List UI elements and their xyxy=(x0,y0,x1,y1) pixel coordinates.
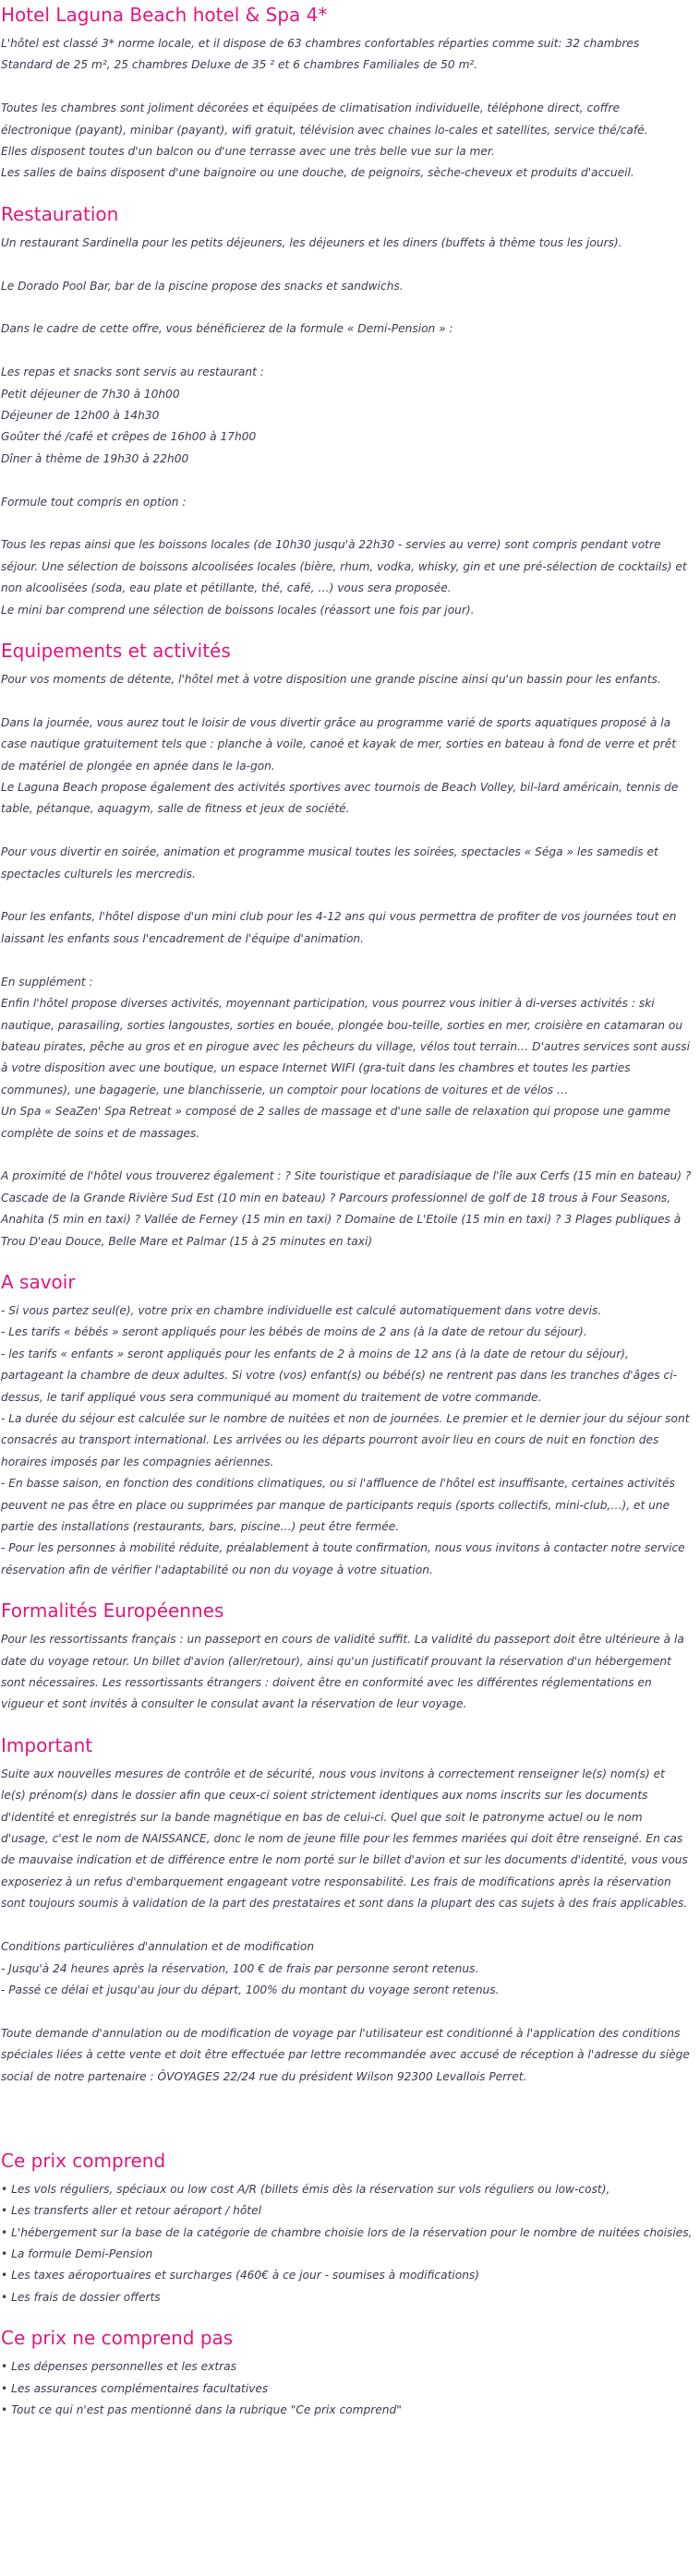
blank-line xyxy=(1,77,693,98)
section-prix-ne-comprend xyxy=(1,2325,693,2421)
section-body xyxy=(1,1629,693,1716)
text-line: Pour vos moments de détente, l'hôtel met à votre disposition une grande piscine ainsi qu'un bassin pour les enfants. xyxy=(1,673,661,687)
text-line: L'hôtel est classé 3* norme locale, et il dispose de 63 chambres confortables réparties comme suit: 32 chambres Standard de 25 m², 25 chambres Deluxe de 35 ² et 6 chambres Familiales de 50 m². xyxy=(1,37,640,72)
section-body xyxy=(1,669,693,1252)
text-line: Le mini bar comprend une sélection de boissons locales (réassort une fois par jour). xyxy=(1,603,475,617)
list-item: • Les assurances complémentaires facultatives xyxy=(1,2378,693,2400)
section-hotel xyxy=(1,2,693,185)
section-title: A savoir xyxy=(1,1270,76,1293)
text-line: Dans la journée, vous aurez tout le loisir de vous divertir grâce au programme varié de sports aquatiques proposé à la case nautique gratuitement tels que : planche à voile, canoé et kayak de mer, sorties en bateau à fond de verre et prêt de matériel de plongée en apnée dans le la-gon. xyxy=(1,715,677,773)
text-line: Formule tout compris en option : xyxy=(1,495,187,509)
blank-line xyxy=(1,470,693,491)
blank-line xyxy=(1,690,693,712)
text-line: Les repas et snacks sont servis au restaurant : xyxy=(1,365,264,379)
section-body xyxy=(1,33,693,185)
blank-line xyxy=(1,254,693,275)
list-item: • Les frais de dossier offerts xyxy=(1,2287,693,2308)
text-line: Enfin l'hôtel propose diverses activités, moyennant participation, vous pourrez vous initier à di-verses activités : ski nautique, parasailing, sorties langoustes, sorties en bouée, plongée bou-teille, sorties en mer, croisière en catamaran ou bateau pirates, pêche au gros et en pirogue avec les pêcheurs du village, vélos tout terrain… D'autres services sont aussi à votre disposition avec une boutique, un espace Internet WIFI (gra-tuit dans les chambres et toutes les parties communes), une bagagerie, une blanchisserie, un comptoir pour locations de voitures et de vélos … xyxy=(1,997,690,1096)
blank-line xyxy=(1,2001,693,2022)
blank-line xyxy=(1,2109,693,2130)
text-line: Un Spa « SeaZen' Spa Retreat » composé de 2 salles de massage et d'une salle de relaxation qui propose une gamme complète de soins et de massages. xyxy=(1,1105,671,1140)
blank-line xyxy=(1,341,693,362)
text-line: Pour les enfants, l'hôtel dispose d'un mini club pour les 4-12 ans qui vous permettra de profiter de vos journées tout en laissant les enfants sous l'encadrement de l'équipe d'animation. xyxy=(1,910,677,945)
text-line: Suite aux nouvelles mesures de contrôle et de sécurité, nous vous invitons à correctement renseigner le(s) nom(s) et le(s) prénom(s) dans le dossier afin que ceux-ci soient strictement identiques aux noms inscrits sur les documents d'identité et enregistrés sur la bande magnétique en bas de celui-ci. Quel que soit le patronyme actuel ou le nom d'usage, c'est le nom de NAISSANCE, donc le nom de jeune fille pour les femmes mariées qui doit être renseigné. En cas de mauvaise indication et de différence entre le nom porté sur le billet d'avion et sur les documents d'identité, vous vous exposeriez à un refus d'embarquement engageant votre responsabilité. Les frais de modifications après la réservation sont toujours soumis à validation de la part des prestataires et sont dans la plupart des cas sujets à des frais applicables. xyxy=(1,1767,688,1911)
text-line: Toute demande d'annulation ou de modification de voyage par l'utilisateur est conditionné à l'application des conditions spéciales liées à cette vente et doit être effectuée par lettre recommandée avec accusé de réception à l'adresse du siège social de notre partenaire : ÔVOYAGES 22/24 rue du président Wilson 92300 Levallois Perret. xyxy=(1,2026,690,2083)
text-line: Pour les ressortissants français : un passeport en cours de validité suffit. La validité du passeport doit être ultérieure à la date du voyage retour. Un billet d'avion (aller/retour), ainsi qu'un justificatif prouvant la réservation d'un hébergement sont nécessaires. Les ressortissants étrangers : doivent être en conformité avec les différentes réglementations en vigueur et sont invités à consulter le consulat avant la réservation de leur voyage. xyxy=(1,1633,684,1711)
text-line: Les salles de bains disposent d'une baignoire ou une douche, de peignoirs, sèche-cheveux et produits d'accueil. xyxy=(1,166,634,180)
bullet-list xyxy=(1,2179,693,2308)
list-item: • L'hébergement sur la base de la catégorie de chambre choisie lors de la réservation pour le nombre de nuitées choisies, xyxy=(1,2223,693,2244)
blank-line xyxy=(1,297,693,318)
section-formalites xyxy=(1,1598,693,1716)
blank-line xyxy=(1,1144,693,1166)
section-title: Restauration xyxy=(1,202,119,225)
text-line: Elles disposent toutes d'un balcon ou d'une terrasse avec une très belle vue sur la mer. xyxy=(1,145,495,159)
text-line: Pour vous divertir en soirée, animation et programme musical toutes les soirées, spectacles « Séga » les samedis et spectacles culturels les mercredis. xyxy=(1,845,658,881)
text-line: - Pour les personnes à mobilité réduite, préalablement à toute confirmation, nous vous invitons à contacter notre service réservation afin de vérifier l'adaptabilité ou non du voyage à votre situation. xyxy=(1,1541,685,1576)
text-line: Tous les repas ainsi que les boissons locales (de 10h30 jusqu'à 22h30 - servies au verre) sont compris pendant votre séjour. Une sélection de boissons alcoolisées locales (bière, rhum, vodka, whisky, gin et une pré-sélection de cocktails) et non alcoolisées (soda, eau plate et pétillante, thé, café, …) vous sera proposée. xyxy=(1,538,687,595)
bullet-list xyxy=(1,2356,693,2421)
text-line: - Jusqu'à 24 heures après la réservation, 100 € de frais par personne seront retenus. xyxy=(1,1961,479,1975)
section-body xyxy=(1,1300,693,1581)
section-title: Ce prix ne comprend pas xyxy=(1,2327,234,2350)
text-line: Un restaurant Sardinella pour les petits déjeuners, les déjeuners et les diners (buffets à thème tous les jours). xyxy=(1,235,622,249)
text-line: - Passé ce délai et jusqu'au jour du départ, 100% du montant du voyage seront retenus. xyxy=(1,1983,500,1996)
list-item: • Les dépenses personnelles et les extras xyxy=(1,2356,693,2378)
section-equipements xyxy=(1,638,693,1252)
blank-line xyxy=(1,950,693,971)
text-line: Conditions particulières d'annulation et de modification xyxy=(1,1940,315,1954)
section-title: Ce prix comprend xyxy=(1,2149,166,2172)
list-item: • Les vols réguliers, spéciaux ou low cost A/R (billets émis dès la réservation sur vols réguliers ou low-cost), xyxy=(1,2179,693,2200)
text-line: - En basse saison, en fonction des conditions climatiques, ou si l'affluence de l'hôtel est insuffisante, certaines activités peuvent ne pas être en place ou supprimées par manque de participants requis (sports collectifs, mini-club,…), et une partie des installations (restaurants, bars, piscine…) peut être fermée. xyxy=(1,1477,675,1534)
text-line: Dans le cadre de cette offre, vous bénéficierez de la formule « Demi-Pension » : xyxy=(1,322,453,336)
section-body xyxy=(1,1764,693,2131)
section-important xyxy=(1,1732,693,2131)
text-line: Déjeuner de 12h00 à 14h30 xyxy=(1,409,160,423)
blank-line xyxy=(1,1915,693,1936)
list-item: • Tout ce qui n'est pas mentionné dans la rubrique "Ce prix comprend" xyxy=(1,2400,693,2421)
text-line: - les tarifs « enfants » seront appliqués pour les enfants de 2 à moins de 12 ans (à la date de retour du séjour), partageant la chambre de deux adultes. Si votre (vos) enfant(s) ou bébé(s) ne rentrent pas dans les tranches d'âges ci-dessus, le tarif appliqué vous sera communiqué au moment du traitement de votre commande. xyxy=(1,1347,678,1404)
section-title: Important xyxy=(1,1733,93,1756)
text-line: - La durée du séjour est calculée sur le nombre de nuitées et non de journées. Le premier et le dernier jour du séjour sont consacrés au transport international. Les arrivées ou les départs pourront avoir lieu en cours de nuit en fonction des horaires imposés par les compagnies aériennes. xyxy=(1,1411,690,1468)
section-title: Equipements et activités xyxy=(1,640,231,663)
section-title: Hotel Laguna Beach hotel & Spa 4* xyxy=(1,4,328,26)
section-restauration xyxy=(1,201,693,621)
blank-line xyxy=(1,2088,693,2109)
list-item: • La formule Demi-Pension xyxy=(1,2244,693,2265)
text-line: - Si vous partez seul(e), votre prix en chambre individuelle est calculé automatiquement dans votre devis. xyxy=(1,1303,602,1317)
blank-line xyxy=(1,885,693,906)
blank-line xyxy=(1,821,693,842)
text-line: - Les tarifs « bébés » seront appliqués pour les bébés de moins de 2 ans (à la date de retour du séjour). xyxy=(1,1325,587,1339)
blank-line xyxy=(1,513,693,534)
text-line: Le Laguna Beach propose également des activités sportives avec tournois de Beach Volley, bil-lard américain, tennis de table, pétanque, aquagym, salle de fitness et jeux de société. xyxy=(1,781,679,816)
section-title: Formalités Européennes xyxy=(1,1600,224,1623)
text-line: Dîner à thème de 19h30 à 22h00 xyxy=(1,451,189,465)
section-a-savoir xyxy=(1,1269,693,1581)
list-item: • Les transferts aller et retour aéroport / hôtel xyxy=(1,2200,693,2222)
text-line: Toutes les chambres sont joliment décorées et équipées de climatisation individuelle, téléphone direct, coffre électronique (payant), minibar (payant), wifi gratuit, télévision avec chaines lo-cales et satellites, service thé/café. xyxy=(1,102,648,137)
list-item: • Les taxes aéroportuaires et surcharges (460€ à ce jour - soumises à modifications) xyxy=(1,2265,693,2286)
text-line: Goûter thé /café et crêpes de 16h00 à 17h00 xyxy=(1,430,257,444)
text-line: Le Dorado Pool Bar, bar de la piscine propose des snacks et sandwichs. xyxy=(1,279,404,293)
section-body xyxy=(1,233,693,621)
text-line: Petit déjeuner de 7h30 à 10h00 xyxy=(1,387,180,401)
text-line: A proximité de l'hôtel vous trouverez également : ? Site touristique et paradisiaque de l'île aux Cerfs (15 min en bateau) ? Cascade de la Grande Rivière Sud Est (10 min en bateau) ? Parcours professionnel de golf de 18 trous à Four Seasons, Anahita (5 min en taxi) ? Vallée de Ferney (15 min en taxi) ? Domaine de L'Etoile (15 min en taxi) ? 3 Plages publiques à Trou D'eau Douce, Belle Mare et Palmar (15 à 25 minutes en taxi) xyxy=(1,1169,692,1248)
text-line: En supplément : xyxy=(1,975,93,988)
section-prix-comprend xyxy=(1,2148,693,2308)
